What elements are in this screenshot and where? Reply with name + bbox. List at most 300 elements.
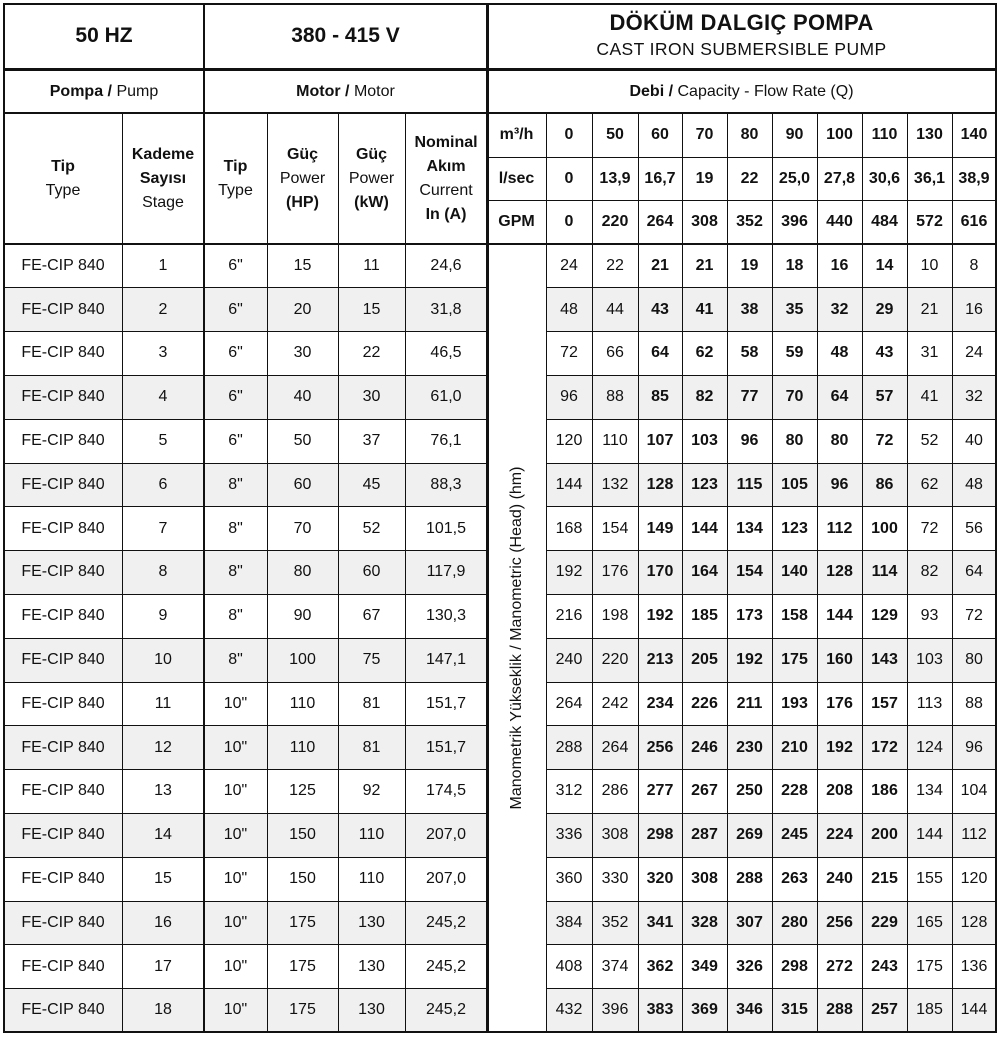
flow-label-tr: Debi / — [629, 82, 674, 100]
cell-head: 349 — [691, 957, 718, 975]
cell-head: 16 — [830, 256, 849, 274]
cell-head: 176 — [601, 563, 629, 581]
cell-head: 80 — [965, 651, 983, 669]
cell-head: 154 — [736, 563, 763, 581]
cell-head: 144 — [826, 607, 853, 625]
cell-head: 32 — [830, 300, 849, 318]
cell-head: 77 — [740, 388, 759, 406]
flow-value: 130 — [916, 126, 943, 143]
cell-model: FE-CIP 840 — [21, 651, 105, 669]
cell-head: 48 — [560, 300, 578, 318]
cell-head: 211 — [736, 694, 763, 712]
cell-kw: 130 — [358, 957, 385, 975]
cell-motor: 8" — [228, 519, 243, 537]
cell-kw: 15 — [362, 300, 381, 318]
cell-head: 383 — [646, 1001, 674, 1019]
cell-motor: 10" — [223, 826, 248, 844]
grid-line — [727, 113, 728, 1032]
cell-head: 216 — [555, 607, 583, 625]
cell-kw: 30 — [362, 388, 381, 406]
flow-value: 36,1 — [913, 169, 946, 187]
flow-value: 90 — [785, 126, 804, 143]
cell-head: 31 — [920, 344, 939, 362]
cell-head: 432 — [555, 1001, 583, 1019]
cell-head: 72 — [965, 607, 983, 625]
cell-model: FE-CIP 840 — [21, 519, 105, 537]
cell-motor: 8" — [228, 563, 243, 581]
cell-head: 346 — [736, 1001, 763, 1019]
cell-kw: 81 — [362, 738, 381, 756]
grid-line — [4, 725, 487, 726]
cell-head: 14 — [875, 256, 894, 274]
cell-head: 240 — [826, 870, 853, 888]
cell-hp: 20 — [293, 300, 312, 318]
cell-amp: 147,1 — [425, 651, 467, 669]
cell-stage: 14 — [154, 826, 172, 844]
cell-amp: 207,0 — [425, 870, 467, 888]
cell-head: 115 — [736, 475, 763, 493]
cell-head: 286 — [601, 782, 629, 800]
cell-head: 82 — [695, 388, 714, 406]
flow-value: 264 — [646, 213, 674, 230]
cell-head: 72 — [875, 432, 894, 450]
cell-stage: 7 — [158, 519, 168, 537]
cell-head: 240 — [555, 651, 583, 669]
cell-head: 88 — [965, 694, 983, 712]
cell-head: 168 — [555, 519, 583, 537]
cell-model: FE-CIP 840 — [21, 826, 105, 844]
cell-head: 80 — [785, 432, 804, 450]
col-header-current: Nominal Akım Current In (A) — [414, 133, 478, 223]
cell-head: 330 — [601, 870, 629, 888]
cell-head: 88 — [606, 388, 624, 406]
cell-model: FE-CIP 840 — [21, 1001, 105, 1019]
cell-head: 157 — [871, 694, 898, 712]
grid-line — [546, 944, 996, 945]
cell-head: 186 — [871, 782, 898, 800]
col-header-stage: Kademe Sayısı Stage — [131, 145, 195, 211]
cell-head: 52 — [920, 432, 939, 450]
cell-head: 200 — [871, 826, 898, 844]
cell-head: 144 — [916, 826, 943, 844]
flow-value: 50 — [606, 126, 624, 143]
cell-head: 192 — [736, 651, 763, 669]
grid-line — [487, 157, 997, 158]
cell-model: FE-CIP 840 — [21, 388, 105, 406]
cell-head: 408 — [555, 957, 583, 975]
cell-head: 143 — [871, 651, 898, 669]
cell-head: 193 — [781, 694, 808, 712]
cell-head: 185 — [691, 607, 718, 625]
cell-head: 59 — [785, 344, 804, 362]
grid-line — [638, 113, 639, 1032]
cell-head: 82 — [920, 563, 939, 581]
flow-value: 30,6 — [868, 169, 901, 187]
cell-model: FE-CIP 840 — [21, 913, 105, 931]
cell-head: 40 — [965, 432, 983, 450]
flow-value: 70 — [695, 126, 714, 143]
cell-head: 57 — [875, 388, 894, 406]
cell-head: 328 — [691, 913, 718, 931]
cell-stage: 2 — [158, 300, 168, 318]
cell-head: 132 — [601, 475, 629, 493]
pump-group-header — [4, 70, 204, 113]
cell-head: 175 — [916, 957, 943, 975]
cell-head: 70 — [785, 388, 804, 406]
cell-amp: 151,7 — [425, 694, 467, 712]
cell-model: FE-CIP 840 — [21, 256, 105, 274]
cell-motor: 10" — [223, 694, 248, 712]
cell-head: 48 — [965, 475, 983, 493]
cell-head: 280 — [781, 913, 808, 931]
cell-kw: 22 — [362, 344, 381, 362]
grid-line — [546, 813, 996, 814]
cell-head: 96 — [560, 388, 578, 406]
grid-line — [546, 901, 996, 902]
cell-head: 288 — [736, 870, 763, 888]
cell-head: 396 — [601, 1001, 629, 1019]
cell-motor: 6" — [228, 432, 243, 450]
grid-line — [862, 113, 863, 1032]
flow-value: 616 — [960, 213, 988, 230]
grid-line — [772, 113, 773, 1032]
cell-head: 307 — [736, 913, 763, 931]
cell-model: FE-CIP 840 — [21, 782, 105, 800]
grid-line — [4, 419, 487, 420]
cell-head: 123 — [781, 519, 808, 537]
grid-line — [546, 375, 996, 376]
cell-kw: 52 — [362, 519, 381, 537]
grid-line — [546, 550, 996, 551]
cell-head: 341 — [646, 913, 674, 931]
cell-head: 192 — [555, 563, 583, 581]
cell-hp: 60 — [293, 475, 312, 493]
cell-head: 128 — [826, 563, 853, 581]
cell-head: 164 — [691, 563, 718, 581]
flow-label-en: Capacity - Flow Rate (Q) — [677, 82, 854, 100]
cell-hp: 80 — [293, 563, 312, 581]
cell-kw: 81 — [362, 694, 381, 712]
cell-motor: 10" — [223, 1001, 248, 1019]
cell-amp: 117,9 — [426, 563, 466, 581]
cell-head: 123 — [691, 475, 718, 493]
grid-line — [405, 113, 406, 1032]
grid-line — [3, 112, 997, 114]
grid-line — [4, 463, 487, 464]
cell-head: 154 — [601, 519, 629, 537]
col-header-power-kw: Güç Power (kW) — [348, 145, 395, 211]
cell-kw: 45 — [362, 475, 381, 493]
grid-line — [907, 113, 908, 1032]
grid-line — [4, 813, 487, 814]
cell-stage: 15 — [154, 870, 172, 888]
cell-head: 96 — [740, 432, 759, 450]
cell-stage: 1 — [158, 256, 168, 274]
cell-model: FE-CIP 840 — [21, 344, 105, 362]
cell-head: 170 — [646, 563, 674, 581]
flow-value: 60 — [651, 126, 669, 143]
cell-kw: 11 — [363, 256, 380, 274]
cell-head: 19 — [740, 256, 759, 274]
cell-stage: 12 — [154, 738, 172, 756]
cell-hp: 150 — [289, 870, 316, 888]
grid-line — [546, 638, 996, 639]
cell-head: 263 — [781, 870, 808, 888]
cell-head: 124 — [916, 738, 943, 756]
cell-head: 220 — [601, 651, 629, 669]
flow-value: 27,8 — [823, 169, 856, 187]
flow-value: 140 — [960, 126, 988, 143]
cell-motor: 6" — [228, 388, 243, 406]
cell-head: 192 — [826, 738, 853, 756]
cell-amp: 46,5 — [430, 344, 462, 362]
cell-head: 144 — [555, 475, 583, 493]
cell-stage: 3 — [158, 344, 168, 362]
grid-line — [203, 3, 205, 1032]
cell-head: 128 — [646, 475, 674, 493]
cell-head: 369 — [691, 1001, 718, 1019]
cell-hp: 150 — [289, 826, 316, 844]
cell-head: 144 — [691, 519, 718, 537]
grid-line — [3, 243, 997, 245]
cell-hp: 110 — [289, 738, 316, 756]
grid-line — [546, 463, 996, 464]
cell-head: 257 — [871, 1001, 898, 1019]
cell-head: 110 — [602, 432, 628, 450]
cell-head: 245 — [781, 826, 808, 844]
cell-motor: 10" — [223, 738, 248, 756]
col-header-type: Tip Type — [45, 157, 81, 199]
cell-amp: 245,2 — [425, 1001, 467, 1019]
grid-line — [546, 419, 996, 420]
cell-head: 269 — [736, 826, 763, 844]
cell-hp: 100 — [289, 651, 316, 669]
cell-head: 136 — [960, 957, 988, 975]
cell-head: 24 — [965, 344, 983, 362]
cell-motor: 8" — [228, 475, 243, 493]
cell-head: 256 — [646, 738, 674, 756]
cell-kw: 110 — [358, 826, 385, 844]
cell-head: 176 — [826, 694, 853, 712]
cell-model: FE-CIP 840 — [21, 563, 105, 581]
cell-head: 128 — [960, 913, 988, 931]
pump-label-tr: Pompa / — [49, 82, 112, 100]
cell-head: 21 — [920, 300, 939, 318]
cell-head: 210 — [781, 738, 808, 756]
cell-model: FE-CIP 840 — [21, 432, 105, 450]
grid-line — [4, 901, 487, 902]
cell-hp: 90 — [293, 607, 312, 625]
cell-motor: 10" — [223, 782, 248, 800]
cell-head: 198 — [601, 607, 629, 625]
flow-value: 308 — [691, 213, 718, 230]
cell-head: 104 — [960, 782, 988, 800]
grid-line — [4, 988, 487, 989]
flow-value: 220 — [601, 213, 629, 230]
cell-stage: 16 — [154, 913, 172, 931]
flow-value: 16,7 — [644, 169, 676, 187]
grid-line — [4, 769, 487, 770]
motor-label-tr: Motor / — [296, 82, 350, 100]
flow-value: 572 — [916, 213, 943, 230]
cell-hp: 30 — [293, 344, 312, 362]
motor-group-header — [204, 70, 487, 113]
cell-head: 298 — [781, 957, 808, 975]
cell-stage: 6 — [158, 475, 168, 493]
grid-line — [4, 287, 487, 288]
cell-head: 256 — [826, 913, 853, 931]
cell-head: 158 — [781, 607, 808, 625]
cell-head: 72 — [560, 344, 578, 362]
grid-line — [3, 68, 997, 71]
cell-head: 56 — [965, 519, 983, 537]
flow-unit-label: GPM — [498, 213, 535, 230]
cell-stage: 4 — [158, 388, 168, 406]
cell-head: 298 — [646, 826, 674, 844]
cell-model: FE-CIP 840 — [21, 870, 105, 888]
grid-line — [546, 725, 996, 726]
flow-value: 484 — [871, 213, 898, 230]
cell-head: 288 — [555, 738, 583, 756]
cell-head: 320 — [646, 870, 674, 888]
flow-value: 13,9 — [599, 169, 631, 187]
grid-line — [546, 331, 996, 332]
col-header-motor-type: Tip Type — [218, 157, 253, 199]
cell-stage: 18 — [154, 1001, 172, 1019]
cell-head: 107 — [646, 432, 674, 450]
cell-hp: 125 — [289, 782, 316, 800]
col-header-power-hp: Güç Power (HP) — [279, 145, 326, 211]
cell-head: 105 — [781, 475, 808, 493]
cell-motor: 8" — [228, 607, 243, 625]
grid-line — [3, 1031, 997, 1033]
flow-unit-label: l/sec — [498, 169, 535, 187]
cell-head: 80 — [830, 432, 849, 450]
cell-kw: 130 — [358, 1001, 385, 1019]
cell-head: 96 — [965, 738, 983, 756]
cell-amp: 88,3 — [430, 475, 462, 493]
cell-head: 134 — [736, 519, 763, 537]
cell-head: 362 — [646, 957, 674, 975]
title-turkish: DÖKÜM DALGIÇ POMPA — [609, 10, 874, 35]
cell-head: 103 — [916, 651, 943, 669]
cell-stage: 13 — [154, 782, 172, 800]
grid-line — [546, 988, 996, 989]
motor-label-en: Motor — [353, 82, 395, 100]
cell-head: 18 — [785, 256, 804, 274]
cell-head: 114 — [871, 563, 898, 581]
cell-head: 134 — [916, 782, 943, 800]
flow-value: 80 — [740, 126, 759, 143]
cell-head: 215 — [871, 870, 898, 888]
cell-head: 384 — [555, 913, 583, 931]
flow-value: 19 — [695, 169, 714, 187]
grid-line — [592, 113, 593, 1032]
cell-stage: 11 — [154, 694, 172, 712]
cell-head: 43 — [651, 300, 669, 318]
flow-group-header — [487, 70, 996, 113]
cell-head: 62 — [695, 344, 714, 362]
cell-head: 224 — [826, 826, 853, 844]
grid-line — [4, 682, 487, 683]
frequency-label: 50 HZ — [75, 24, 133, 47]
grid-line — [4, 944, 487, 945]
grid-line — [546, 769, 996, 770]
cell-amp: 207,0 — [425, 826, 467, 844]
grid-line — [4, 594, 487, 595]
cell-head: 112 — [826, 519, 853, 537]
cell-amp: 24,6 — [430, 256, 462, 274]
cell-head: 228 — [781, 782, 808, 800]
cell-head: 336 — [555, 826, 583, 844]
cell-head: 246 — [691, 738, 718, 756]
cell-amp: 31,8 — [430, 300, 462, 318]
flow-value: 22 — [740, 169, 759, 187]
cell-head: 29 — [875, 300, 894, 318]
cell-kw: 92 — [362, 782, 381, 800]
cell-head: 113 — [916, 694, 943, 712]
cell-head: 185 — [916, 1001, 943, 1019]
cell-amp: 76,1 — [430, 432, 462, 450]
cell-motor: 10" — [223, 913, 248, 931]
cell-head: 272 — [826, 957, 853, 975]
cell-stage: 9 — [158, 607, 168, 625]
title-english: CAST IRON SUBMERSIBLE PUMP — [596, 39, 887, 59]
cell-head: 32 — [965, 388, 983, 406]
flow-value: 352 — [736, 213, 763, 230]
cell-stage: 5 — [158, 432, 168, 450]
grid-line — [4, 638, 487, 639]
cell-head: 315 — [781, 1001, 808, 1019]
cell-amp: 245,2 — [425, 957, 467, 975]
cell-kw: 37 — [362, 432, 381, 450]
cell-model: FE-CIP 840 — [21, 738, 105, 756]
flow-value: 440 — [826, 213, 853, 230]
cell-model: FE-CIP 840 — [21, 694, 105, 712]
cell-head: 112 — [961, 826, 987, 844]
cell-head: 192 — [646, 607, 674, 625]
cell-kw: 130 — [358, 913, 385, 931]
cell-hp: 175 — [289, 1001, 316, 1019]
cell-head: 100 — [871, 519, 898, 537]
cell-head: 374 — [601, 957, 629, 975]
flow-value: 25,0 — [778, 169, 811, 187]
flow-value: 396 — [781, 213, 808, 230]
cell-head: 38 — [740, 300, 759, 318]
cell-head: 64 — [830, 388, 849, 406]
cell-motor: 8" — [228, 651, 243, 669]
cell-hp: 175 — [289, 957, 316, 975]
cell-kw: 75 — [362, 651, 381, 669]
cell-head: 120 — [960, 870, 988, 888]
cell-amp: 130,3 — [425, 607, 467, 625]
cell-head: 58 — [740, 344, 759, 362]
head-axis-label: Manometrik Yükseklik / Manometric (Head) (hm) — [508, 466, 525, 810]
cell-amp: 101,5 — [425, 519, 467, 537]
cell-head: 172 — [871, 738, 898, 756]
grid-line — [4, 331, 487, 332]
flow-value: 0 — [564, 169, 574, 187]
cell-head: 226 — [691, 694, 718, 712]
grid-line — [3, 3, 5, 1033]
cell-head: 250 — [736, 782, 763, 800]
grid-line — [546, 113, 547, 1032]
grid-line — [817, 113, 818, 1032]
cell-hp: 15 — [293, 256, 312, 274]
flow-value: 0 — [564, 126, 574, 143]
cell-head: 129 — [871, 607, 898, 625]
grid-line — [4, 550, 487, 551]
